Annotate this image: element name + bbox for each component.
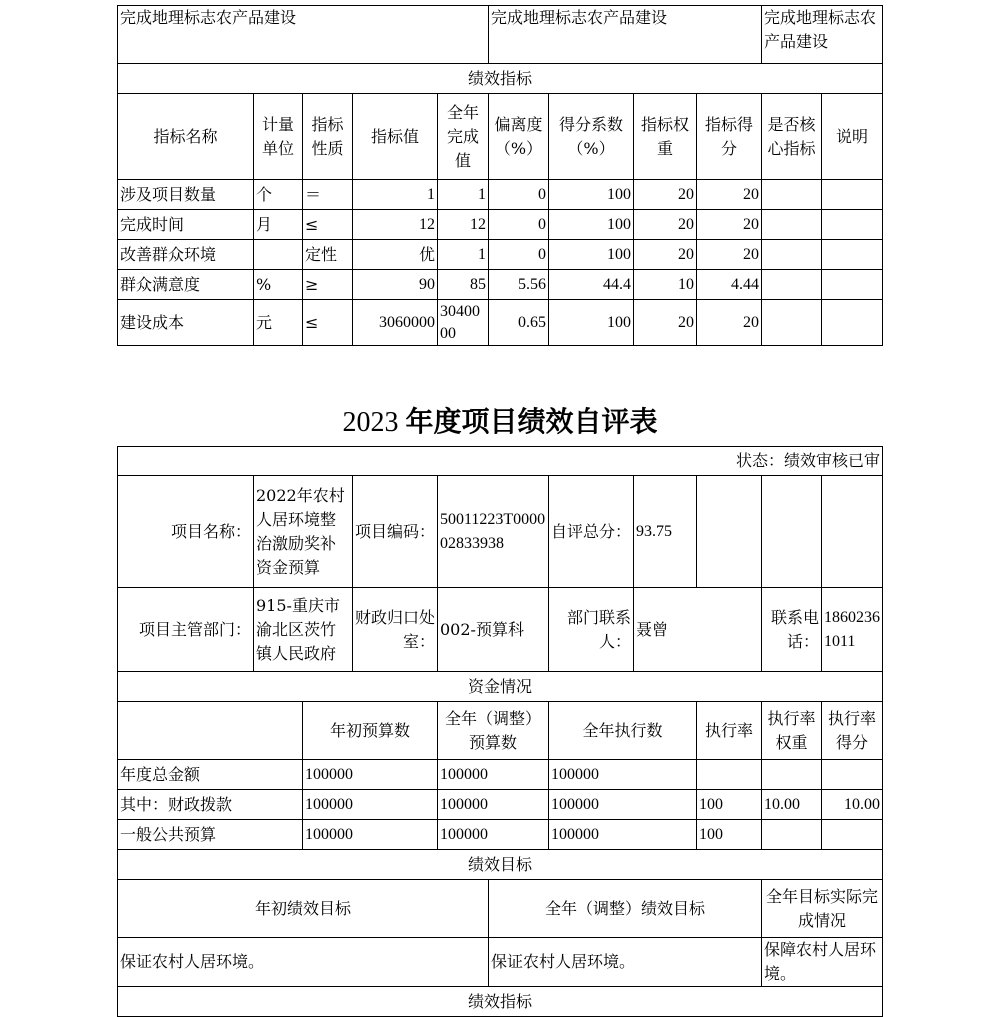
goal-cell-3: 完成地理标志农产品建设	[762, 6, 883, 64]
cell-note	[822, 210, 883, 240]
table-row	[118, 790, 883, 820]
table-row	[118, 760, 883, 790]
cell-core	[762, 240, 822, 270]
project-name-label: 项目名称：	[118, 476, 254, 588]
cell-note	[822, 240, 883, 270]
project-code-label: 项目编码：	[353, 476, 438, 588]
cell-score: 20	[697, 240, 762, 270]
cell-score	[822, 760, 883, 790]
cell-target: 优	[353, 240, 438, 270]
cell-coef: 100	[549, 210, 634, 240]
cell-adjusted: 100000	[438, 790, 549, 820]
cell-weight	[762, 760, 822, 790]
goal-cell-2: 完成地理标志农产品建设	[489, 6, 762, 64]
cell-name: 建设成本	[118, 300, 254, 346]
office-label: 财政归口处室：	[353, 588, 438, 672]
cell-name: 改善群众环境	[118, 240, 254, 270]
cell-note	[822, 270, 883, 300]
cell-weight: 20	[634, 180, 697, 210]
title-text: 年度项目绩效自评表	[405, 407, 658, 438]
col-header: 得分系数（%）	[549, 94, 634, 180]
cell-actual: 1	[438, 240, 489, 270]
cell-unit: 月	[254, 210, 303, 240]
cell-coef: 100	[549, 180, 634, 210]
cell-unit	[254, 240, 303, 270]
cell-coef: 44.4	[549, 270, 634, 300]
col-header: 执行率权重	[762, 702, 822, 760]
col-header: 偏离度（%）	[489, 94, 549, 180]
col-header: 指标性质	[303, 94, 353, 180]
goal-cell-1: 完成地理标志农产品建设	[118, 6, 489, 64]
cell-deviation: 0	[489, 210, 549, 240]
cell-actual: 85	[438, 270, 489, 300]
table-row	[118, 180, 883, 210]
cell-score	[822, 820, 883, 850]
cell-score: 10.00	[822, 790, 883, 820]
goal-actual: 保障农村人居环境。	[762, 938, 883, 987]
status-text: 状态：绩效审核已审	[118, 447, 883, 476]
cell-name: 完成时间	[118, 210, 254, 240]
cell-target: 90	[353, 270, 438, 300]
cell-core	[762, 300, 822, 346]
cell-unit: %	[254, 270, 303, 300]
col-header: 执行率得分	[822, 702, 883, 760]
empty-cell	[762, 476, 822, 588]
cell-weight: 20	[634, 210, 697, 240]
self-score-value: 93.75	[634, 476, 697, 588]
col-header: 年初绩效目标	[118, 880, 489, 938]
cell-weight: 20	[634, 240, 697, 270]
contact-label: 部门联系人：	[549, 588, 634, 672]
goals-header-row	[118, 880, 883, 938]
cell-name: 涉及项目数量	[118, 180, 254, 210]
funds-header-row	[118, 702, 883, 760]
cell-nature: ≤	[303, 210, 353, 240]
self-score-label: 自评总分：	[549, 476, 634, 588]
col-header: 说明	[822, 94, 883, 180]
cell-label: 年度总金额	[118, 760, 303, 790]
cell-core	[762, 180, 822, 210]
cell-score: 20	[697, 300, 762, 346]
page-title	[0, 400, 1000, 440]
cell-weight: 20	[634, 300, 697, 346]
cell-actual: 3040000	[438, 300, 489, 346]
table-row	[118, 270, 883, 300]
cell-nature: ＝	[303, 180, 353, 210]
cell-deviation: 5.56	[489, 270, 549, 300]
cell-label: 其中：财政拨款	[118, 790, 303, 820]
evaluation-table	[117, 446, 883, 1017]
cell-adjusted: 100000	[438, 820, 549, 850]
table-row	[118, 938, 883, 987]
col-header: 指标名称	[118, 94, 254, 180]
office-value: 002-预算科	[438, 588, 549, 672]
contact-value: 聂曾	[634, 588, 762, 672]
title-year: 2023	[342, 407, 399, 438]
empty-cell	[697, 476, 762, 588]
col-header: 全年目标实际完成情况	[762, 880, 883, 938]
table-row	[118, 820, 883, 850]
cell-unit: 元	[254, 300, 303, 346]
project-code-value: 50011223T000002833938	[438, 476, 549, 588]
table-row	[118, 240, 883, 270]
cell-executed: 100000	[549, 790, 697, 820]
cell-weight	[762, 820, 822, 850]
cell-nature: 定性	[303, 240, 353, 270]
col-header: 指标值	[353, 94, 438, 180]
empty-cell	[822, 476, 883, 588]
cell-core	[762, 210, 822, 240]
col-header: 全年（调整）预算数	[438, 702, 549, 760]
col-header: 全年执行数	[549, 702, 697, 760]
cell-note	[822, 180, 883, 210]
section-header-indicators-bottom: 绩效指标	[118, 987, 883, 1017]
goal-adjusted: 保证农村人居环境。	[489, 938, 762, 987]
cell-note	[822, 300, 883, 346]
cell-label: 一般公共预算	[118, 820, 303, 850]
col-header: 是否核心指标	[762, 94, 822, 180]
col-header: 全年完成值	[438, 94, 489, 180]
dept-label: 项目主管部门：	[118, 588, 254, 672]
cell-adjusted: 100000	[438, 760, 549, 790]
cell-score: 20	[697, 210, 762, 240]
col-header: 指标权重	[634, 94, 697, 180]
cell-target: 12	[353, 210, 438, 240]
cell-weight: 10	[634, 270, 697, 300]
cell-deviation: 0	[489, 180, 549, 210]
cell-score: 4.44	[697, 270, 762, 300]
col-header: 执行率	[697, 702, 762, 760]
cell-rate	[697, 760, 762, 790]
cell-weight: 10.00	[762, 790, 822, 820]
indicator-header-row	[118, 94, 883, 180]
cell-target: 3060000	[353, 300, 438, 346]
col-header: 指标得分	[697, 94, 762, 180]
cell-target: 1	[353, 180, 438, 210]
cell-deviation: 0.65	[489, 300, 549, 346]
cell-initial: 100000	[303, 790, 438, 820]
col-header: 全年（调整）绩效目标	[489, 880, 762, 938]
cell-core	[762, 270, 822, 300]
cell-rate: 100	[697, 790, 762, 820]
cell-actual: 12	[438, 210, 489, 240]
cell-coef: 100	[549, 300, 634, 346]
cell-score: 20	[697, 180, 762, 210]
project-name-value: 2022年农村人居环境整治激励奖补资金预算	[254, 476, 353, 588]
table-row	[118, 300, 883, 346]
cell-deviation: 0	[489, 240, 549, 270]
cell-initial: 100000	[303, 760, 438, 790]
dept-value: 915-重庆市渝北区茨竹镇人民政府	[254, 588, 353, 672]
table-row	[118, 210, 883, 240]
phone-label: 联系电话：	[762, 588, 822, 672]
section-header-funds: 资金情况	[118, 672, 883, 702]
cell-nature: ≤	[303, 300, 353, 346]
cell-nature: ≥	[303, 270, 353, 300]
cell-executed: 100000	[549, 760, 697, 790]
indicator-table-top	[117, 5, 883, 346]
section-header-goals: 绩效目标	[118, 850, 883, 880]
cell-unit: 个	[254, 180, 303, 210]
phone-value: 18602361011	[822, 588, 883, 672]
goal-initial: 保证农村人居环境。	[118, 938, 489, 987]
col-header: 年初预算数	[303, 702, 438, 760]
cell-rate: 100	[697, 820, 762, 850]
cell-coef: 100	[549, 240, 634, 270]
empty-cell	[118, 702, 303, 760]
cell-actual: 1	[438, 180, 489, 210]
cell-initial: 100000	[303, 820, 438, 850]
section-header-indicators: 绩效指标	[118, 64, 883, 94]
cell-executed: 100000	[549, 820, 697, 850]
cell-name: 群众满意度	[118, 270, 254, 300]
col-header: 计量单位	[254, 94, 303, 180]
